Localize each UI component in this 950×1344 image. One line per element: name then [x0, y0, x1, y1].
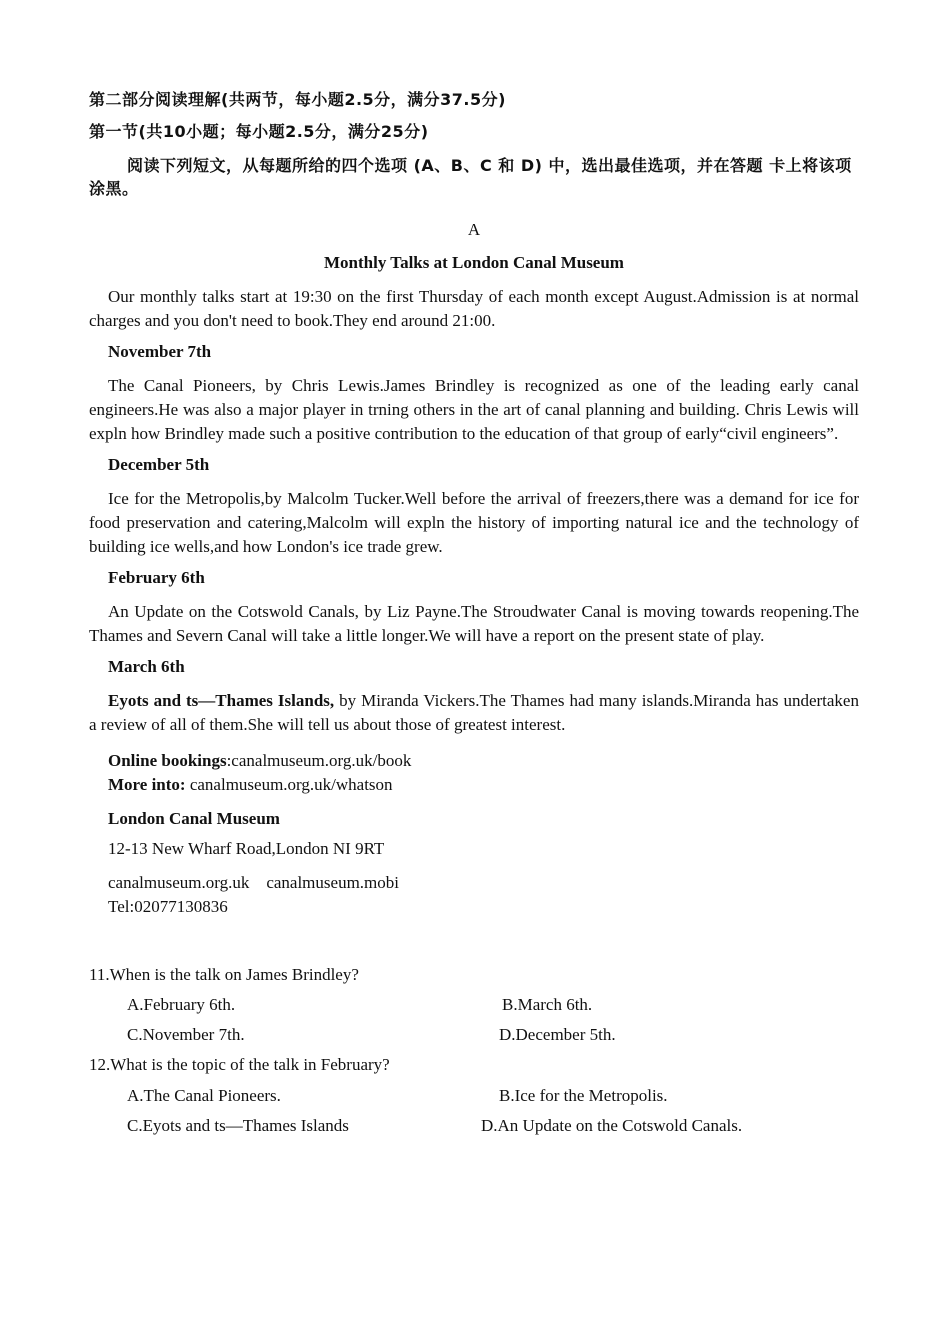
passage-letter: A	[467, 220, 481, 239]
talk-date-december: December 5th	[108, 455, 210, 474]
option-12-d[interactable]: D.An Update on the Cotswold Canals.	[481, 1116, 743, 1135]
more-info-label: More into:	[108, 775, 186, 794]
online-bookings	[108, 749, 859, 773]
bookings-label: Online bookings	[108, 751, 227, 770]
museum-address: 12-13 New Wharf Road,London NI 9RT	[108, 839, 385, 858]
part-heading: 第二部分阅读理解(共两节，每小题2.5分，满分37.5分)	[89, 90, 506, 109]
option-11-b[interactable]: B.March 6th.	[502, 995, 593, 1014]
question-12-options-row2	[89, 1114, 859, 1144]
option-12-a[interactable]: A.The Canal Pioneers.	[127, 1086, 281, 1105]
talk-lead-march: Eyots and ts—Thames Islands,	[108, 691, 335, 710]
more-info	[108, 773, 859, 797]
museum-name: London Canal Museum	[108, 809, 280, 828]
option-12-c[interactable]: C.Eyots and ts—Thames Islands	[127, 1116, 349, 1135]
question-11-options-row1	[89, 993, 859, 1023]
exam-page	[89, 88, 859, 1144]
passage-title: Monthly Talks at London Canal Museum	[324, 253, 624, 272]
option-11-a[interactable]: A.February 6th.	[127, 995, 236, 1014]
option-12-b[interactable]: B.Ice for the Metropolis.	[499, 1086, 668, 1105]
bookings-url[interactable]: :canalmuseum.org.uk/book	[226, 751, 412, 770]
option-11-c[interactable]: C.November 7th.	[127, 1025, 245, 1044]
museum-phone: Tel:02077130836	[108, 897, 228, 916]
talk-body-november: The Canal Pioneers, by Chris Lewis.James Brindley is recognized as one of the leading early canal engineers.He was also a major player in trning others in the art of canal planning and building. Chris Lewis will expln how Brindley made such a positive contribution to the education of that group of early“civil engineers”.	[89, 376, 859, 443]
talk-date-november: November 7th	[108, 342, 212, 361]
question-12-stem: 12.What is the topic of the talk in February?	[89, 1055, 390, 1074]
talk-date-february: February 6th	[108, 568, 205, 587]
intro-paragraph: Our monthly talks start at 19:30 on the first Thursday of each month except August.Admission is at normal charges and you don't need to book.They end around 21:00.	[89, 287, 859, 330]
option-11-d[interactable]: D.December 5th.	[499, 1025, 616, 1044]
question-11-options-row2	[89, 1023, 859, 1053]
instruction-text: 阅读下列短文，从每题所给的四个选项 (A、B、C 和 D) 中，选出最佳选项，并在答题 卡上将该项涂黑。	[89, 156, 852, 198]
talk-body-march	[89, 689, 859, 737]
question-12-options-row1	[89, 1084, 859, 1114]
talk-text-march: by Miranda Vickers.The Thames had many islands.Miranda has undertaken a review of all of them.She will tell us about those of greatest interest.	[89, 691, 859, 734]
talk-body-december: Ice for the Metropolis,by Malcolm Tucker.Well before the arrival of freezers,there was a demand for ice for food preservation and catering,Malcolm will expln the history of importing natural ice and the technology of building ice wells,and how London's ice trade grew.	[89, 489, 859, 556]
section-heading: 第一节(共10小题；每小题2.5分，满分25分)	[89, 122, 429, 141]
talk-date-march: March 6th	[108, 657, 185, 676]
question-11-stem: 11.When is the talk on James Brindley?	[89, 965, 359, 984]
museum-websites: canalmuseum.org.uk canalmuseum.mobi	[108, 873, 399, 892]
more-info-url[interactable]: canalmuseum.org.uk/whatson	[185, 775, 393, 794]
talk-body-february: An Update on the Cotswold Canals, by Liz Payne.The Stroudwater Canal is moving towards reopening.The Thames and Severn Canal will take a little longer.We will have a report on the present state of play.	[89, 602, 859, 645]
